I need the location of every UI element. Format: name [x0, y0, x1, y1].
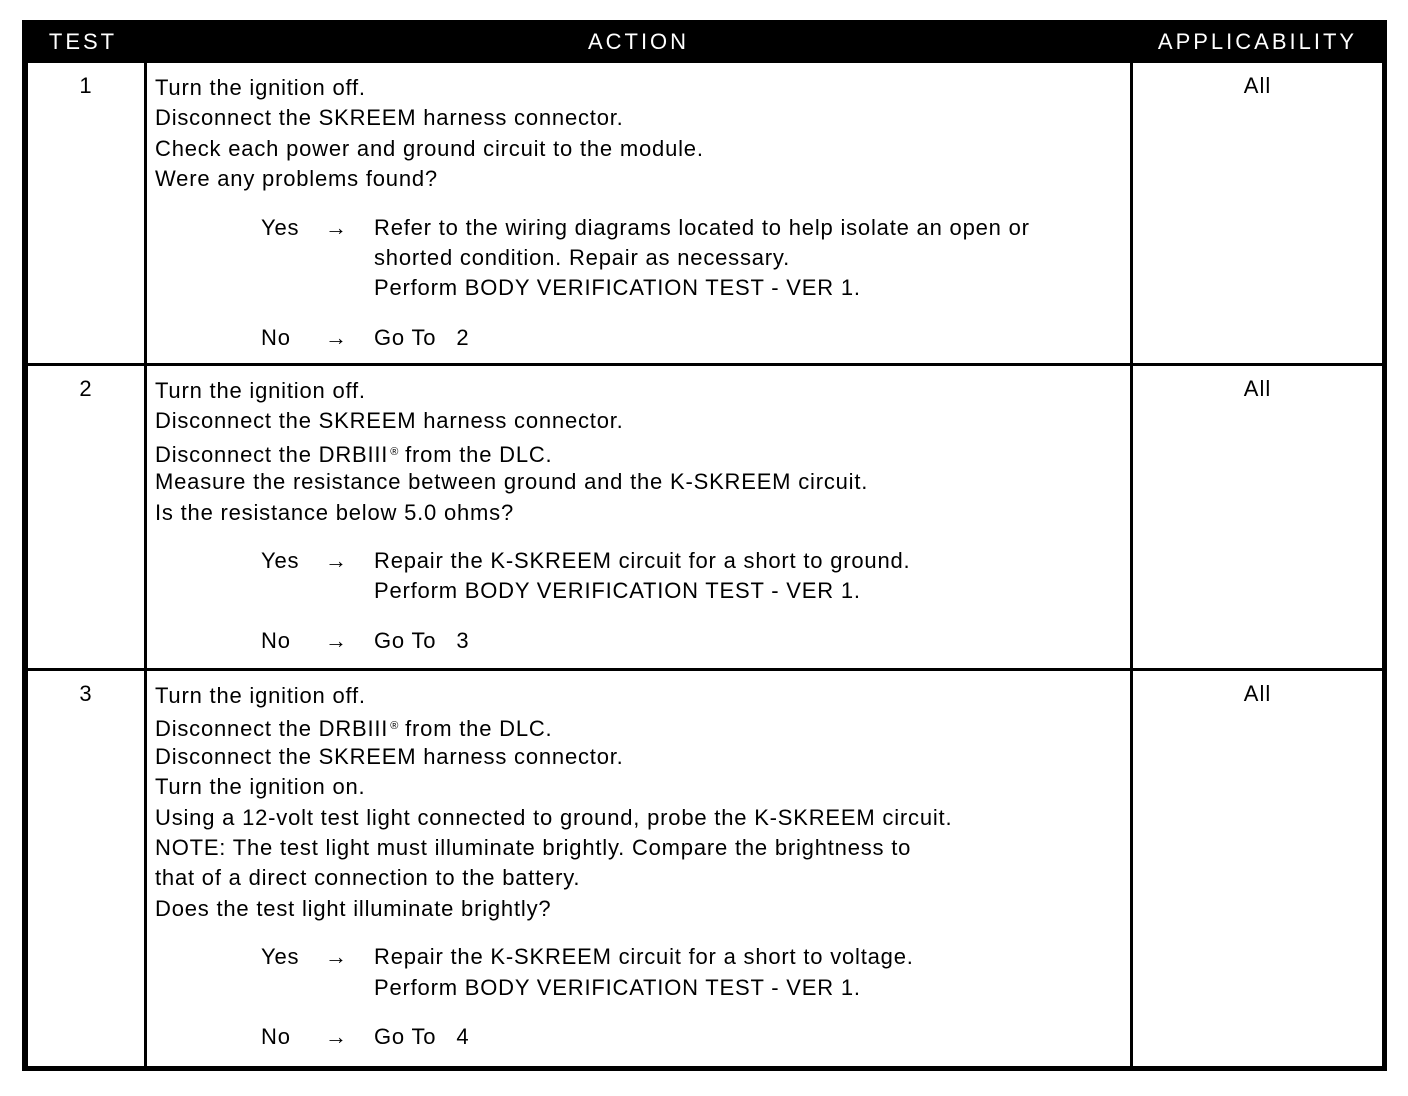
yes-result-line: Repair the K-SKREEM circuit for a short to ground.: [374, 547, 911, 573]
row-2-step: Measure the resistance between ground and the K-SKREEM circuit.: [155, 469, 869, 495]
registered-mark: ®: [390, 445, 400, 458]
right-arrow-icon: →: [325, 1023, 348, 1049]
header-applicability: APPLICABILITY: [1157, 29, 1358, 54]
row-3-step: Does the test light illuminate brightly?: [155, 895, 552, 921]
yes-result-line: Perform BODY VERIFICATION TEST - VER 1.: [374, 578, 861, 604]
row-2-step: Is the resistance below 5.0 ohms?: [155, 499, 515, 525]
no-label: No: [261, 1023, 291, 1049]
diagnostic-test-table: [22, 20, 1387, 1071]
row-3-action: [147, 671, 1130, 1066]
row-1-test-number: 1: [28, 63, 144, 363]
row-2-step: Turn the ignition off.: [155, 378, 366, 403]
header-action: ACTION: [587, 29, 690, 54]
yes-label: Yes: [261, 214, 300, 240]
drb-suffix: from the DLC.: [405, 716, 553, 742]
row-3-step: Turn the ignition off.: [155, 683, 366, 708]
row-3-responses: [155, 942, 1130, 1052]
yes-result-line: shorted condition. Repair as necessary.: [374, 244, 790, 270]
no-label: No: [261, 324, 291, 350]
row-1-responses: [155, 213, 1130, 354]
goto-test-number: 3: [456, 627, 470, 653]
row-1-step: Turn the ignition off.: [155, 75, 366, 100]
goto-test-number: 4: [456, 1023, 470, 1049]
goto-label: Go To: [374, 324, 437, 350]
drb-suffix: from the DLC.: [405, 441, 553, 467]
registered-mark: ®: [390, 720, 400, 733]
yes-label: Yes: [261, 944, 300, 970]
row-3-step: Turn the ignition on.: [155, 774, 366, 800]
yes-result-line: Perform BODY VERIFICATION TEST - VER 1.: [374, 275, 861, 301]
right-arrow-icon: →: [325, 324, 348, 350]
goto-link: [374, 323, 469, 353]
row-1-action: [147, 63, 1130, 363]
drb-prefix: Disconnect the DRBIII: [155, 441, 389, 467]
row-2-test-number: 2: [28, 366, 144, 668]
yes-label: Yes: [261, 547, 300, 573]
no-label: No: [261, 627, 291, 653]
row-3-step: NOTE: The test light must illuminate brightly. Compare the brightness to: [155, 834, 912, 860]
yes-result-line: Repair the K-SKREEM circuit for a short to voltage.: [374, 944, 914, 970]
goto-label: Go To: [374, 627, 437, 653]
row-3-step: Using a 12-volt test light connected to ground, probe the K-SKREEM circuit.: [155, 804, 953, 830]
right-arrow-icon: →: [325, 627, 348, 653]
header-test: TEST: [48, 29, 118, 54]
right-arrow-icon: →: [325, 214, 348, 240]
row-2-action: [147, 366, 1130, 668]
row-2-step: Disconnect the SKREEM harness connector.: [155, 408, 624, 434]
drb-prefix: Disconnect the DRBIII: [155, 716, 389, 742]
goto-test-number: 2: [456, 324, 470, 350]
yes-result-line: Perform BODY VERIFICATION TEST - VER 1.: [374, 974, 861, 1000]
row-1-step: Check each power and ground circuit to the module.: [155, 135, 704, 161]
right-arrow-icon: →: [325, 547, 348, 573]
goto-link: [374, 1022, 469, 1052]
row-2-step: [155, 437, 1130, 467]
goto-link: [374, 626, 469, 656]
row-3-step: [155, 711, 1130, 741]
row-1-step: Disconnect the SKREEM harness connector.: [155, 105, 624, 131]
row-1-step: Were any problems found?: [155, 166, 438, 192]
row-1-applicability: All: [1133, 63, 1382, 363]
row-3-test-number: 3: [28, 671, 144, 1066]
row-3-step: Disconnect the SKREEM harness connector.: [155, 743, 624, 769]
right-arrow-icon: →: [325, 944, 348, 970]
row-2-applicability: All: [1133, 366, 1382, 668]
row-3-applicability: All: [1133, 671, 1382, 1066]
row-3-step: that of a direct connection to the battery.: [155, 865, 581, 891]
goto-label: Go To: [374, 1023, 437, 1049]
yes-result-line: Refer to the wiring diagrams located to help isolate an open or: [374, 214, 1030, 240]
row-2-responses: [155, 546, 1130, 656]
